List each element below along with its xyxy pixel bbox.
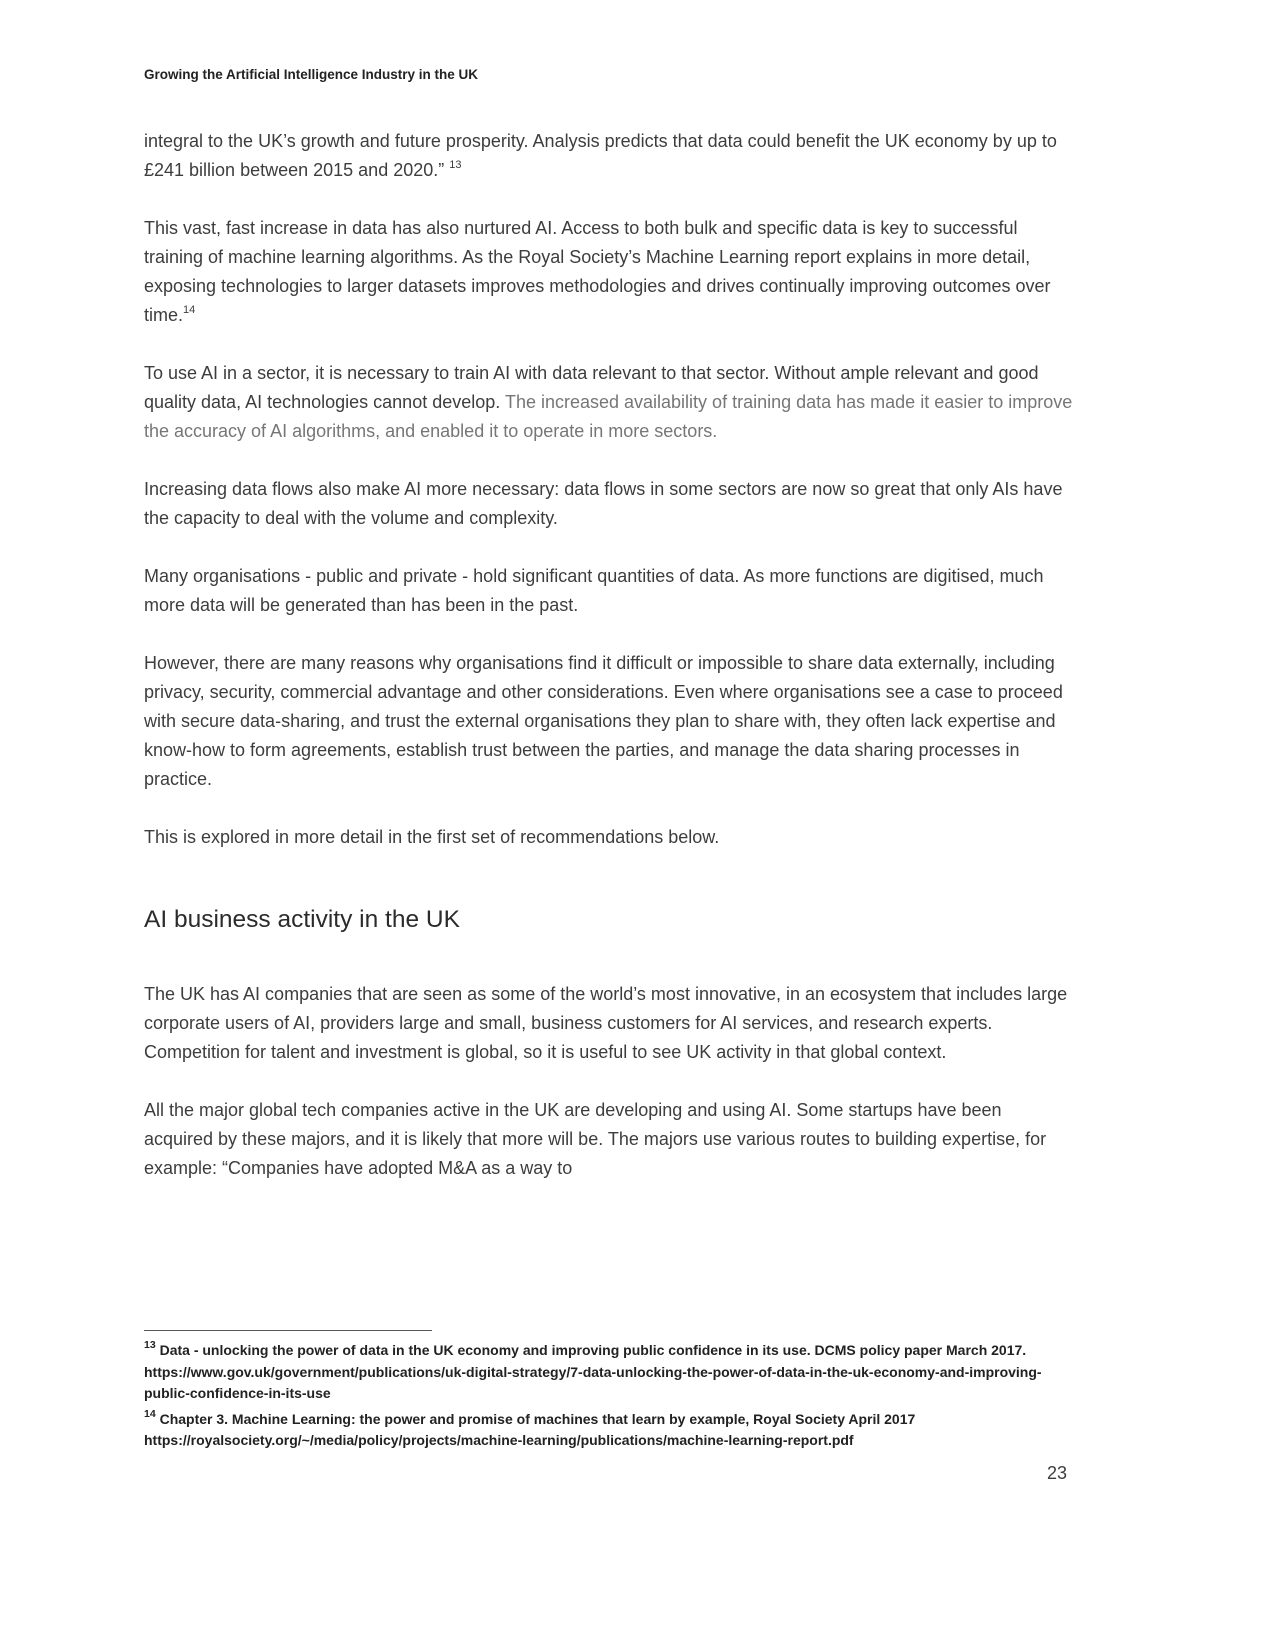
paragraph-5: Many organisations - public and private - hold significant quantities of data. As more functions are digitised, much more data will be generated than has been in the past. (144, 566, 1044, 615)
paragraph-2 (144, 214, 1074, 330)
paragraph-9: All the major global tech companies active in the UK are developing and using AI. Some startups have been acquired by these majors, and it is likely that more will be. The majors use various routes to building expertise, for example: “Companies have adopted M&A as a way to (144, 1100, 1047, 1178)
footnote-divider (144, 1330, 432, 1331)
footnote-14-text: Chapter 3. Machine Learning: the power and promise of machines that learn by example, Royal Society April 2017 https://royalsociety.org/~/media/policy/projects/machine-learning/publications/machine-learning-report.pdf (144, 1410, 916, 1448)
footnote-ref-13: 13 (449, 159, 462, 171)
paragraph-1 (144, 127, 1074, 185)
paragraph-6: However, there are many reasons why organisations find it difficult or impossible to share data externally, including privacy, security, commercial advantage and other considerations. Even where organisations see a case to proceed with secure data-sharing, and trust the external organisations they plan to share with, they often lack expertise and know-how to form agreements, establish trust between the parties, and manage the data sharing processes in practice. (144, 653, 1063, 789)
page-content (144, 66, 1074, 1212)
section-heading: AI business activity in the UK (144, 906, 460, 933)
paragraph-3 (144, 359, 1074, 446)
paragraph-2-text: This vast, fast increase in data has also nurtured AI. Access to both bulk and specific data is key to successful training of machine learning algorithms. As the Royal Society’s Machine Learning report explains in more detail, exposing technologies to larger datasets improves methodologies and drives continually improving outcomes over time. (144, 218, 1051, 325)
page-number: 23 (1046, 1463, 1067, 1483)
footnote-13 (144, 1340, 1074, 1405)
paragraph-3-text-secondary: The increased availability of training data has made it easier to improve the accuracy of AI algorithms, and enabled it to operate in more sectors. (144, 392, 1073, 441)
running-header: Growing the Artificial Intelligence Industry in the UK (144, 67, 479, 82)
paragraph-1-text: integral to the UK’s growth and future prosperity. Analysis predicts that data could benefit the UK economy by up to £241 billion between 2015 and 2020.” (144, 131, 1057, 180)
footnote-14-number: 14 (144, 1407, 156, 1420)
paragraph-4: Increasing data flows also make AI more necessary: data flows in some sectors are now so great that only AIs have the capacity to deal with the volume and complexity. (144, 479, 1063, 528)
footnote-13-number: 13 (144, 1339, 156, 1352)
paragraph-3-text-primary: To use AI in a sector, it is necessary to train AI with data relevant to that sector. Without ample relevant and good quality data, AI technologies cannot develop. (144, 363, 1039, 412)
footnote-13-text: Data - unlocking the power of data in the UK economy and improving public confidence in its use. DCMS policy paper March 2017. https://www.gov.uk/government/publications/uk-digital-strategy/7-data-unlocking-the-power-of-data-in-the-uk-economy-and-improving-public-confidence-in-its-use (144, 1342, 1042, 1401)
footnote-ref-14: 14 (183, 304, 196, 316)
footnote-14 (144, 1409, 1074, 1452)
footnotes-section (144, 1330, 1074, 1456)
paragraph-7: This is explored in more detail in the first set of recommendations below. (144, 827, 720, 847)
paragraph-8: The UK has AI companies that are seen as some of the world’s most innovative, in an ecosystem that includes large corporate users of AI, providers large and small, business customers for AI services, and research experts. Competition for talent and investment is global, so it is useful to see UK activity in that global context. (144, 984, 1068, 1062)
